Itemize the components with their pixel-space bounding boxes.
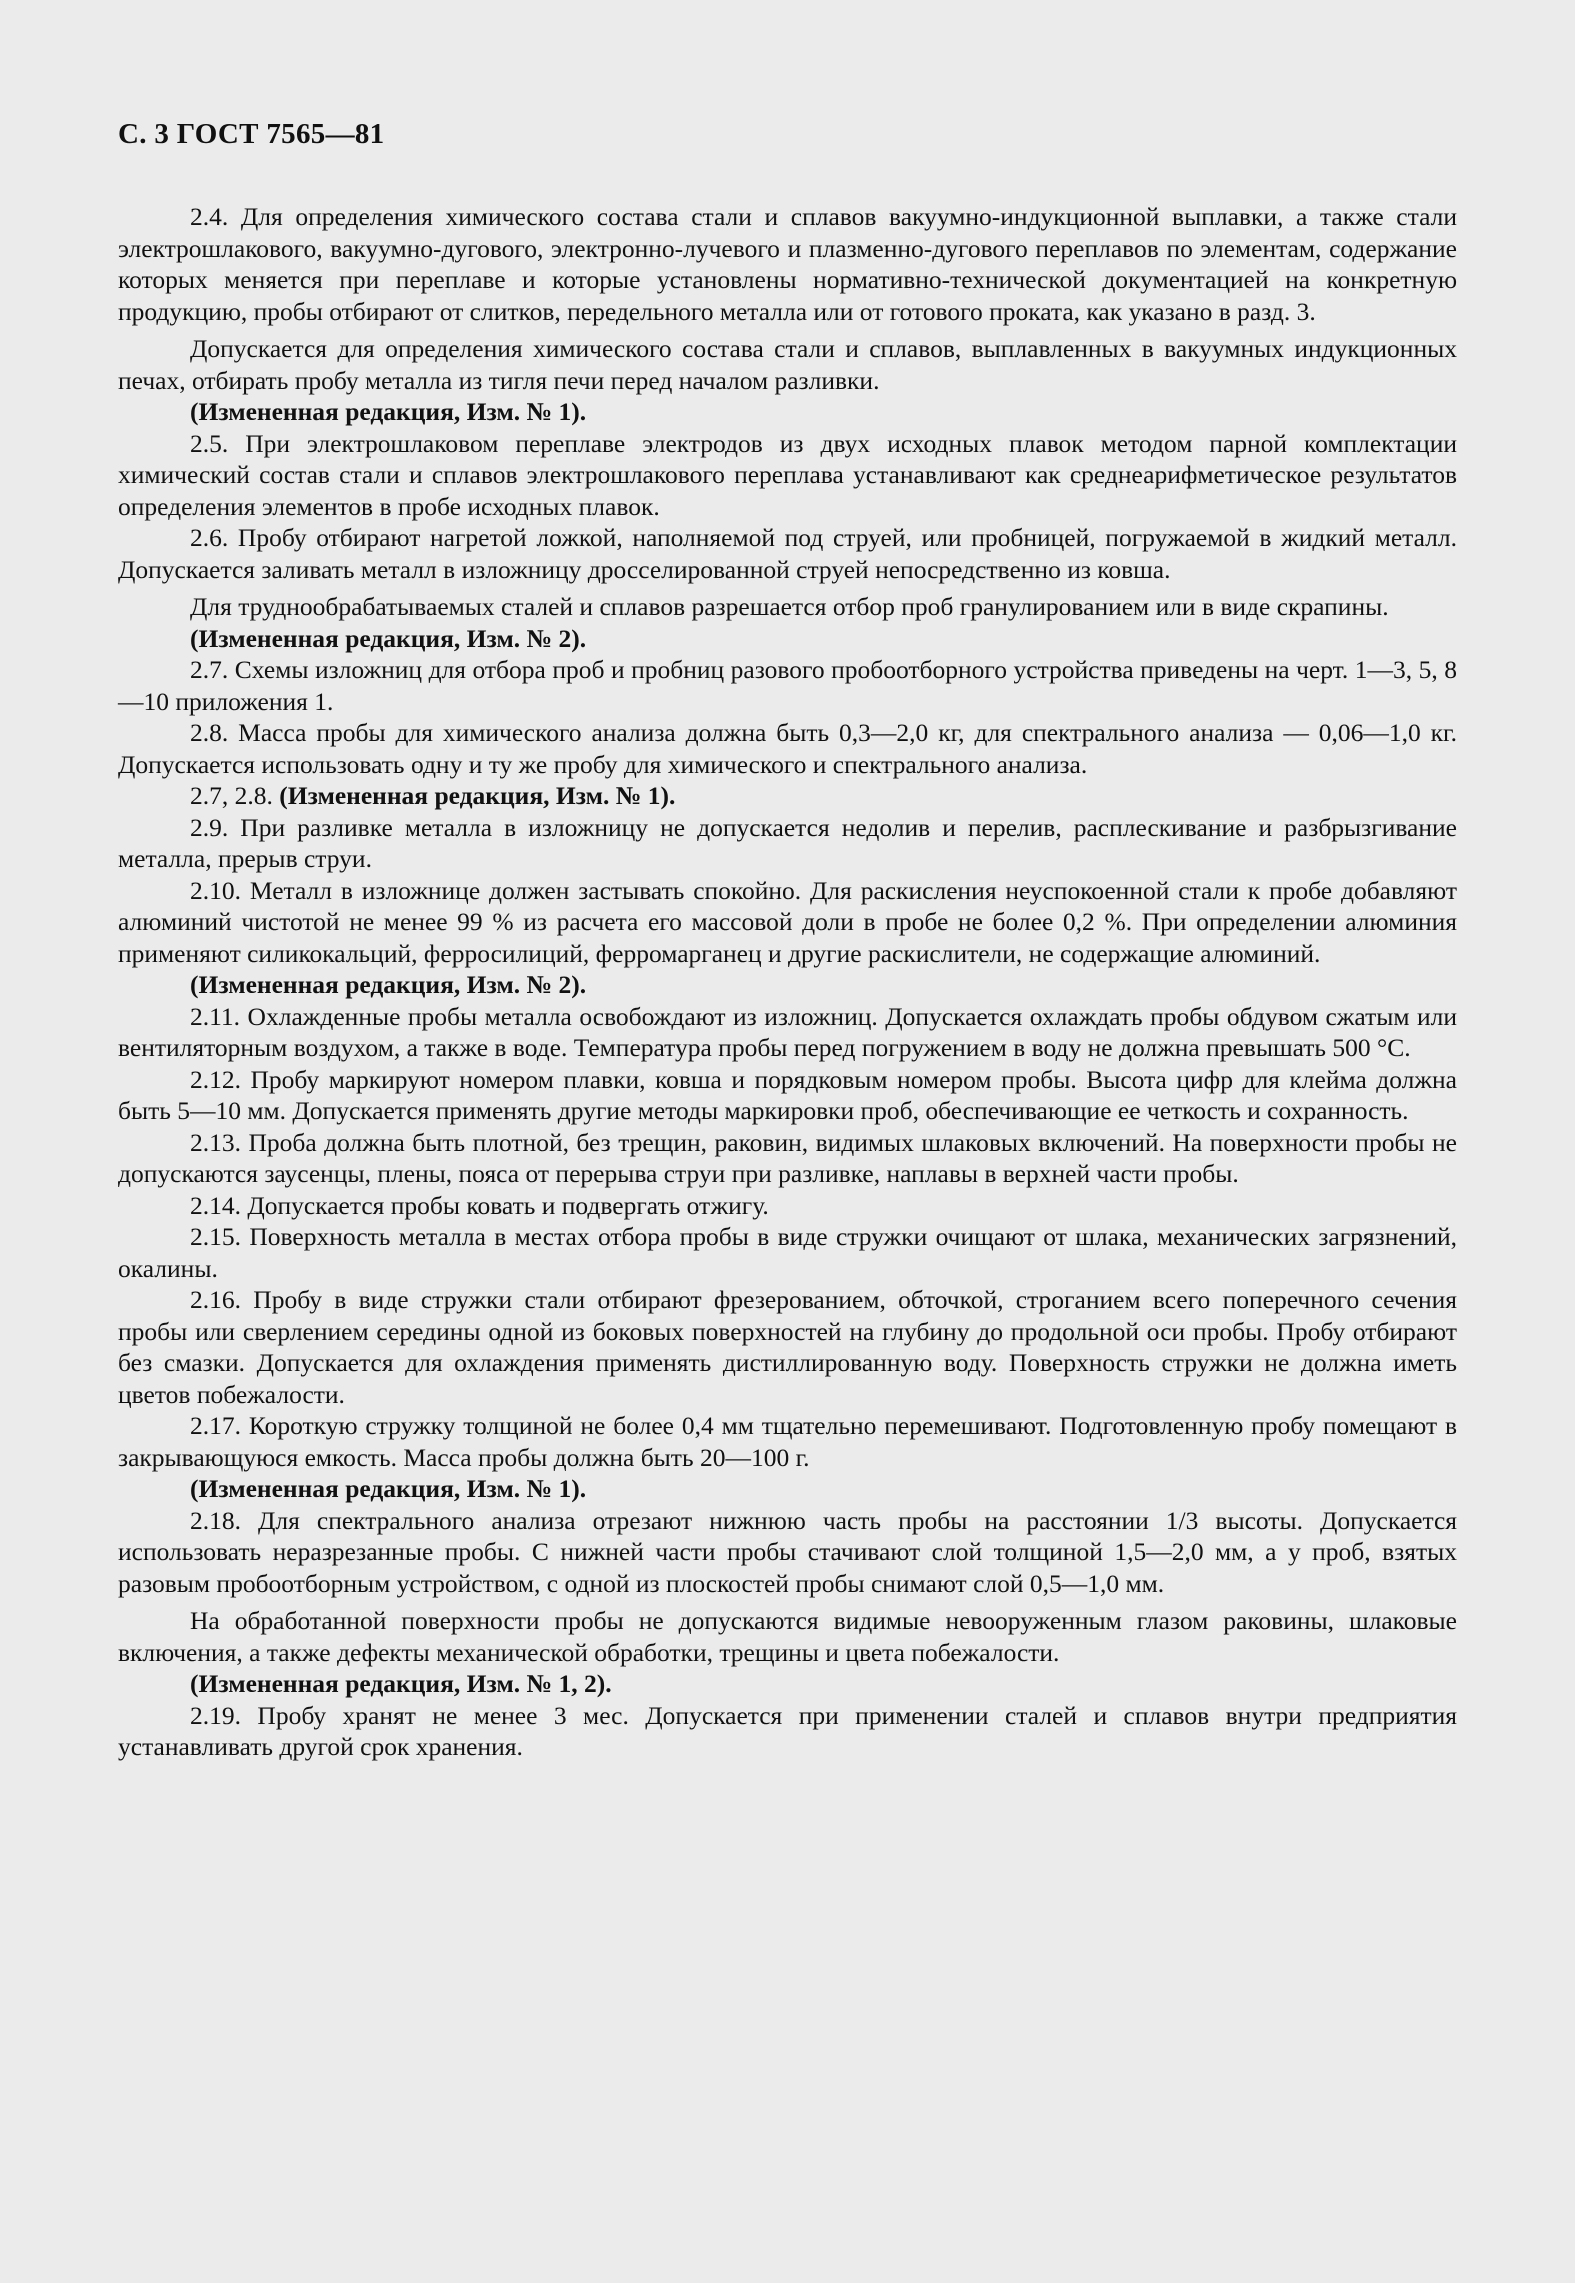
clause-2-12: 2.12. Пробу маркируют номером плавки, ковша и порядковым номером пробы. Высота цифр для клейма должна быть 5—10 мм. Допускается применять другие методы маркировки проб, обеспечивающие ее четкость и сохранность. [118, 1064, 1457, 1125]
clause-2-5: 2.5. При электрошлаковом переплаве электродов из двух исходных плавок методом парной комплектации химический состав стали и сплавов электрошлакового переплава устанавливают как среднеарифметическое результатов определения элементов в пробе исходных плавок. [118, 428, 1457, 521]
amendment-note: (Измененная редакция, Изм. № 1). [190, 1474, 587, 1503]
clause-2-7: 2.7. Схемы изложниц для отбора проб и пробниц разового пробоотборного устройства приведены на черт. 1—3, 5, 8—10 приложения 1. [118, 655, 1457, 716]
document-body [118, 201, 1457, 1763]
clause-2-4-continuation: Допускается для определения химического состава стали и сплавов, выплавленных в вакуумных индукционных печах, отбирать пробу металла из тигля печи перед началом разливки. [118, 334, 1457, 395]
clause-2-14: 2.14. Допускается пробы ковать и подвергать отжигу. [190, 1190, 769, 1220]
amendment-prefix: 2.7, 2.8. [190, 781, 280, 810]
clause-2-17: 2.17. Короткую стружку толщиной не более 0,4 мм тщательно перемешивают. Подготовленную пробу помещают в закрывающуюся емкость. Масса пробы должна быть 20—100 г. [118, 1411, 1457, 1472]
clause-2-16: 2.16. Пробу в виде стружки стали отбирают фрезерованием, обточкой, строганием всего поперечного сечения пробы или сверлением середины одной из боковых поверхностей на глубину до продольной оси пробы. Пробу отбирают без смазки. Допускается для охлаждения применять дистиллированную воду. Поверхность стружки не должна иметь цветов побежалости. [118, 1285, 1457, 1409]
amendment-note: (Измененная редакция, Изм. № 2). [190, 623, 587, 653]
clause-2-13: 2.13. Проба должна быть плотной, без трещин, раковин, видимых шлаковых включений. На поверхности пробы не допускаются заусенцы, плены, пояса от перерыва струи при разливке, наплавы в верхней части пробы. [118, 1127, 1457, 1188]
clause-2-18: 2.18. Для спектрального анализа отрезают нижнюю часть пробы на расстоянии 1/3 высоты. Допускается использовать неразрезанные пробы. С нижней части пробы стачивают слой толщиной 1,5—2,0 мм, а у проб, взятых разовым пробоотборным устройством, с одной из плоскостей пробы снимают слой 0,5—1,0 мм. [118, 1505, 1457, 1598]
amendment-note: (Измененная редакция, Изм. № 2). [190, 970, 587, 999]
clause-2-8: 2.8. Масса пробы для химического анализа должна быть 0,3—2,0 кг, для спектрального анализа — 0,06—1,0 кг. Допускается использовать одну и ту же пробу для химического и спектрального анализа. [118, 718, 1457, 779]
clause-2-11: 2.11. Охлажденные пробы металла освобождают из изложниц. Допускается охлаждать пробы обдувом сжатым или вентиляторным воздухом, а также в воде. Температура пробы перед погружением в воду не должна превышать 500 °С. [118, 1001, 1457, 1062]
clause-2-19: 2.19. Пробу хранят не менее 3 мес. Допускается при применении сталей и сплавов внутри предприятия устанавливать другой срок хранения. [118, 1700, 1457, 1761]
clause-2-10: 2.10. Металл в изложнице должен застывать спокойно. Для раскисления неуспокоенной стали к пробе добавляют алюминий чистотой не менее 99 % из расчета его массовой доли в пробе не более 0,2 %. При определении алюминия применяют силикокальций, ферросилиций, ферромарганец и другие раскислители, не содержащие алюминий. [118, 875, 1457, 968]
clause-2-6-continuation: Для труднообрабатываемых сталей и сплавов разрешается отбор проб гранулированием или в виде скрапины. [190, 592, 1389, 621]
amendment-note: (Измененная редакция, Изм. № 1). [190, 397, 587, 426]
clause-2-6: 2.6. Пробу отбирают нагретой ложкой, наполняемой под струей, или пробницей, погружаемой в жидкий металл. Допускается заливать металл в изложницу дросселированной струей непосредственно из ковша. [118, 523, 1457, 584]
clause-2-9: 2.9. При разливке металла в изложницу не допускается недолив и перелив, расплескивание и разбрызгивание металла, прерыв струи. [118, 812, 1457, 873]
clause-2-4: 2.4. Для определения химического состава стали и сплавов вакуумно-индукционной выплавки, а также стали электрошлакового, вакуумно-дугового, электронно-лучевого и плазменно-дугового переплавов по элементам, содержание которых меняется при переплаве и которые установлены нормативно-технической документацией на конкретную продукцию, пробы отбирают от слитков, передельного металла или от готового проката, как указано в разд. 3. [118, 202, 1457, 326]
clause-2-18-continuation: На обработанной поверхности пробы не допускаются видимые невооруженным глазом раковины, шлаковые включения, а также дефекты механической обработки, трещины и цвета побежалости. [118, 1606, 1457, 1667]
amendment-note-2-7-2-8 [118, 780, 1457, 812]
clause-2-15: 2.15. Поверхность металла в местах отбора пробы в виде стружки очищают от шлака, механических загрязнений, окалины. [118, 1222, 1457, 1283]
amendment-note: (Измененная редакция, Изм. № 1, 2). [190, 1669, 612, 1698]
amendment-label: (Измененная редакция, Изм. № 1). [279, 781, 676, 810]
page-header: С. 3 ГОСТ 7565—81 [118, 118, 385, 150]
